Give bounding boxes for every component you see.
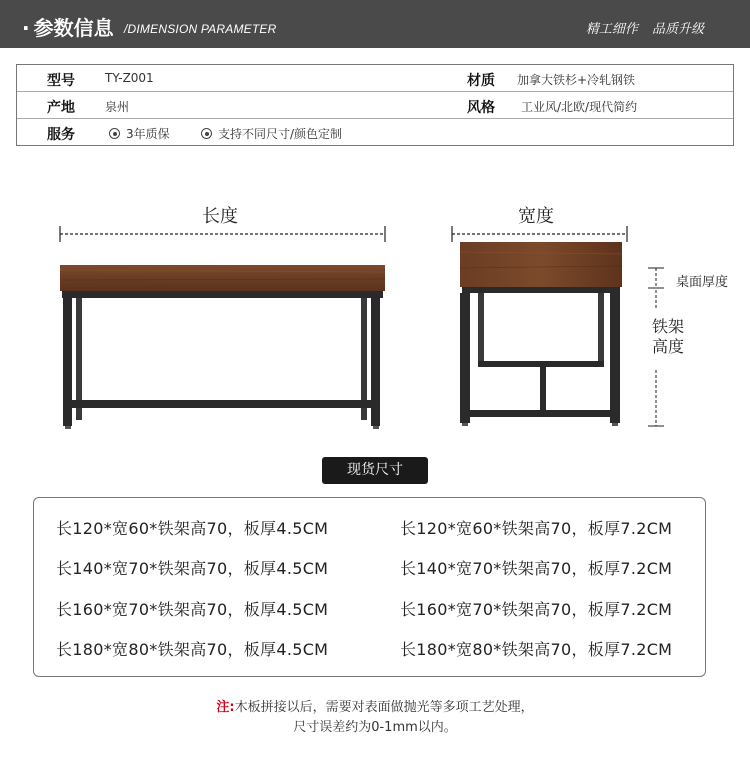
- radio-icon: [109, 128, 120, 139]
- material-label: 材质: [467, 73, 495, 89]
- size-item: 长180*宽80*铁架高70，板厚7.2CM: [400, 640, 673, 659]
- bench-illustration: [0, 190, 750, 440]
- section-subtitle: /DIMENSION PARAMETER: [124, 22, 277, 36]
- bench-side-view: [460, 242, 622, 426]
- title-text: 参数信息: [33, 16, 114, 40]
- footnote-line-2: 尺寸误差约为0-1mm以内。: [293, 720, 457, 735]
- size-item: 长160*宽70*铁架高70，板厚4.5CM: [56, 600, 329, 619]
- model-label: 型号: [47, 73, 75, 89]
- radio-icon: [201, 128, 212, 139]
- size-item: 长120*宽60*铁架高70，板厚4.5CM: [56, 519, 329, 538]
- header-tags: [576, 18, 704, 37]
- section-title: [22, 12, 114, 41]
- top-thickness-label: 桌面厚度: [676, 275, 729, 290]
- service-option-warranty: 3年质保: [109, 125, 170, 142]
- width-label: 宽度: [518, 206, 554, 227]
- stock-size-badge: 现货尺寸: [322, 457, 428, 484]
- style-label: 风格: [467, 100, 495, 116]
- frame-height-label-1: 铁架: [652, 317, 685, 336]
- spec-row: [17, 119, 733, 146]
- size-list: [33, 497, 706, 677]
- footnote: [0, 698, 750, 738]
- footnote-line-1: 注:木板拼接以后，需要对表面做抛光等多项工艺处理，: [216, 700, 534, 715]
- size-item: 长180*宽80*铁架高70，板厚4.5CM: [56, 640, 329, 659]
- origin-label: 产地: [47, 100, 75, 116]
- model-value: TY-Z001: [105, 71, 154, 85]
- spec-table: [16, 64, 734, 146]
- service-label: 服务: [47, 127, 75, 143]
- size-item: 长120*宽60*铁架高70，板厚7.2CM: [400, 519, 673, 538]
- size-item: 长160*宽70*铁架高70，板厚7.2CM: [400, 600, 673, 619]
- material-value: 加拿大铁杉+冷轧钢铁: [517, 73, 636, 87]
- size-item: 长140*宽70*铁架高70，板厚7.2CM: [400, 559, 673, 578]
- length-label: 长度: [202, 206, 238, 227]
- style-value: 工业风/北欧/现代简约: [521, 100, 638, 114]
- tag-craft: 精工细作: [585, 22, 638, 37]
- length-dimension-line: [60, 226, 385, 242]
- bench-front-view: [60, 265, 385, 429]
- spec-row: [17, 65, 733, 92]
- origin-value: 泉州: [105, 100, 130, 114]
- size-item: 长140*宽70*铁架高70，板厚4.5CM: [56, 559, 329, 578]
- frame-height-label-2: 高度: [652, 337, 685, 356]
- height-dimension-line: [648, 268, 664, 426]
- header-bar: [0, 0, 750, 48]
- tag-quality: 品质升级: [651, 22, 704, 37]
- title-bullet: ·: [22, 16, 30, 40]
- spec-row: [17, 92, 733, 119]
- service-option-custom: 支持不同尺寸/颜色定制: [201, 125, 342, 142]
- footnote-prefix: 注:: [216, 700, 235, 715]
- width-dimension-line: [452, 226, 627, 242]
